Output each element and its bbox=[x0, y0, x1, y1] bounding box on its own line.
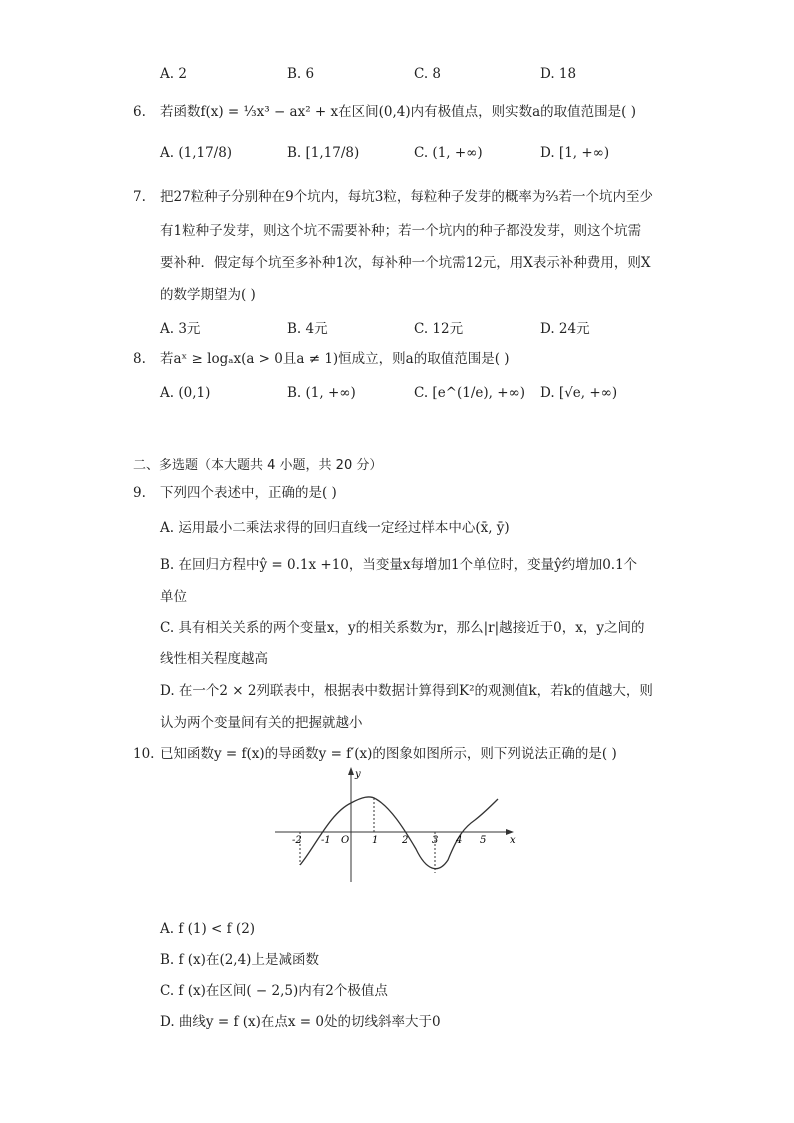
q9-option-d: D. 在一个2 × 2列联表中，根据表中数据计算得到K²的观测值k，若k的值越大，则 bbox=[160, 683, 653, 699]
q7-option-b: B. 4元 bbox=[287, 321, 328, 337]
graph-curve bbox=[300, 797, 498, 869]
q7-line-3: 要补种．假定每个坑至多补种1次，每补种一个坑需12元，用X表示补种费用，则X bbox=[160, 255, 651, 271]
q7-option-d: D. 24元 bbox=[540, 321, 590, 337]
q10-option-a: A. f (1) < f (2) bbox=[160, 921, 256, 937]
q10-option-c: C. f (x)在区间( − 2,5)内有2个极值点 bbox=[160, 983, 388, 999]
q9-option-b: B. 在回归方程中ŷ = 0.1x +10，当变量x每增加1个单位时，变量ŷ约增加0.1个 bbox=[160, 557, 638, 573]
q7-line-1: 把27粒种子分别种在9个坑内，每坑3粒，每粒种子发芽的概率为⅔若一个坑内至少 bbox=[160, 189, 653, 205]
q9-option-d-cont: 认为两个变量间有关的把握就越小 bbox=[160, 715, 363, 731]
q7-line-2: 有1粒种子发芽，则这个坑不需要补种；若一个坑内的种子都没发芽，则这个坑需 bbox=[160, 223, 642, 239]
graph-tick-1: 1 bbox=[372, 835, 379, 846]
graph-x-label: x bbox=[510, 835, 516, 846]
q5-option-d: D. 18 bbox=[540, 66, 577, 82]
q9-option-b-cont: 单位 bbox=[160, 589, 187, 605]
q9-option-c: C. 具有相关关系的两个变量x，y的相关系数为r，那么|r|越接近于0，x，y之间的 bbox=[160, 620, 645, 636]
q10-number: 10. bbox=[133, 746, 155, 762]
q6-option-b: B. [1,17/8) bbox=[287, 145, 360, 161]
q8-option-b: B. (1, +∞) bbox=[287, 385, 356, 401]
q7-line-4: 的数学期望为( ) bbox=[160, 287, 256, 303]
graph-tick-5: 5 bbox=[480, 835, 487, 846]
q9-option-c-cont: 线性相关程度越高 bbox=[160, 651, 268, 667]
q10-text: 已知函数y = f(x)的导函数y = f′(x)的图象如图所示，则下列说法正确的是( ) bbox=[160, 746, 617, 762]
q6-option-d: D. [1, +∞) bbox=[540, 145, 610, 161]
q6-option-c: C. (1, +∞) bbox=[414, 145, 483, 161]
q7-option-c: C. 12元 bbox=[414, 321, 464, 337]
section-heading: 二、多选题（本大题共 4 小题，共 20 分） bbox=[133, 458, 383, 473]
q8-text: 若aˣ ≥ logₐx(a > 0且a ≠ 1)恒成立，则a的取值范围是( ) bbox=[160, 351, 510, 367]
q6-number: 6. bbox=[133, 104, 146, 120]
q9-option-a: A. 运用最小二乘法求得的回归直线一定经过样本中心(x̄, ȳ) bbox=[160, 520, 510, 536]
graph-tick-3: 3 bbox=[432, 835, 439, 846]
q7-option-a: A. 3元 bbox=[160, 321, 201, 337]
q8-option-d: D. [√e, +∞) bbox=[540, 385, 618, 401]
derivative-graph bbox=[270, 765, 530, 890]
q9-text: 下列四个表述中，正确的是( ) bbox=[160, 485, 337, 501]
q6-text: 若函数f(x) = ⅓x³ − ax² + x在区间(0,4)内有极值点，则实数a的取值范围是( ) bbox=[160, 104, 636, 120]
graph-y-arrow bbox=[348, 767, 354, 775]
q5-option-c: C. 8 bbox=[414, 66, 442, 82]
q7-number: 7. bbox=[133, 189, 146, 205]
q5-option-a: A. 2 bbox=[160, 66, 187, 82]
graph-tick-2: 2 bbox=[402, 835, 409, 846]
graph-origin-label: O bbox=[341, 835, 350, 846]
graph-tick-neg2: -2 bbox=[292, 835, 302, 846]
graph-tick-4: 4 bbox=[456, 835, 463, 846]
graph-y-label: y bbox=[355, 769, 361, 780]
q8-option-a: A. (0,1) bbox=[160, 385, 211, 401]
q5-option-b: B. 6 bbox=[287, 66, 315, 82]
q8-number: 8. bbox=[133, 351, 146, 367]
q10-option-d: D. 曲线y = f (x)在点x = 0处的切线斜率大于0 bbox=[160, 1014, 441, 1030]
graph-tick-neg1: -1 bbox=[321, 835, 331, 846]
q9-number: 9. bbox=[133, 485, 146, 501]
q8-option-c: C. [e^(1/e), +∞) bbox=[414, 385, 526, 401]
q10-option-b: B. f (x)在(2,4)上是减函数 bbox=[160, 952, 319, 968]
q6-option-a: A. (1,17/8) bbox=[160, 145, 233, 161]
